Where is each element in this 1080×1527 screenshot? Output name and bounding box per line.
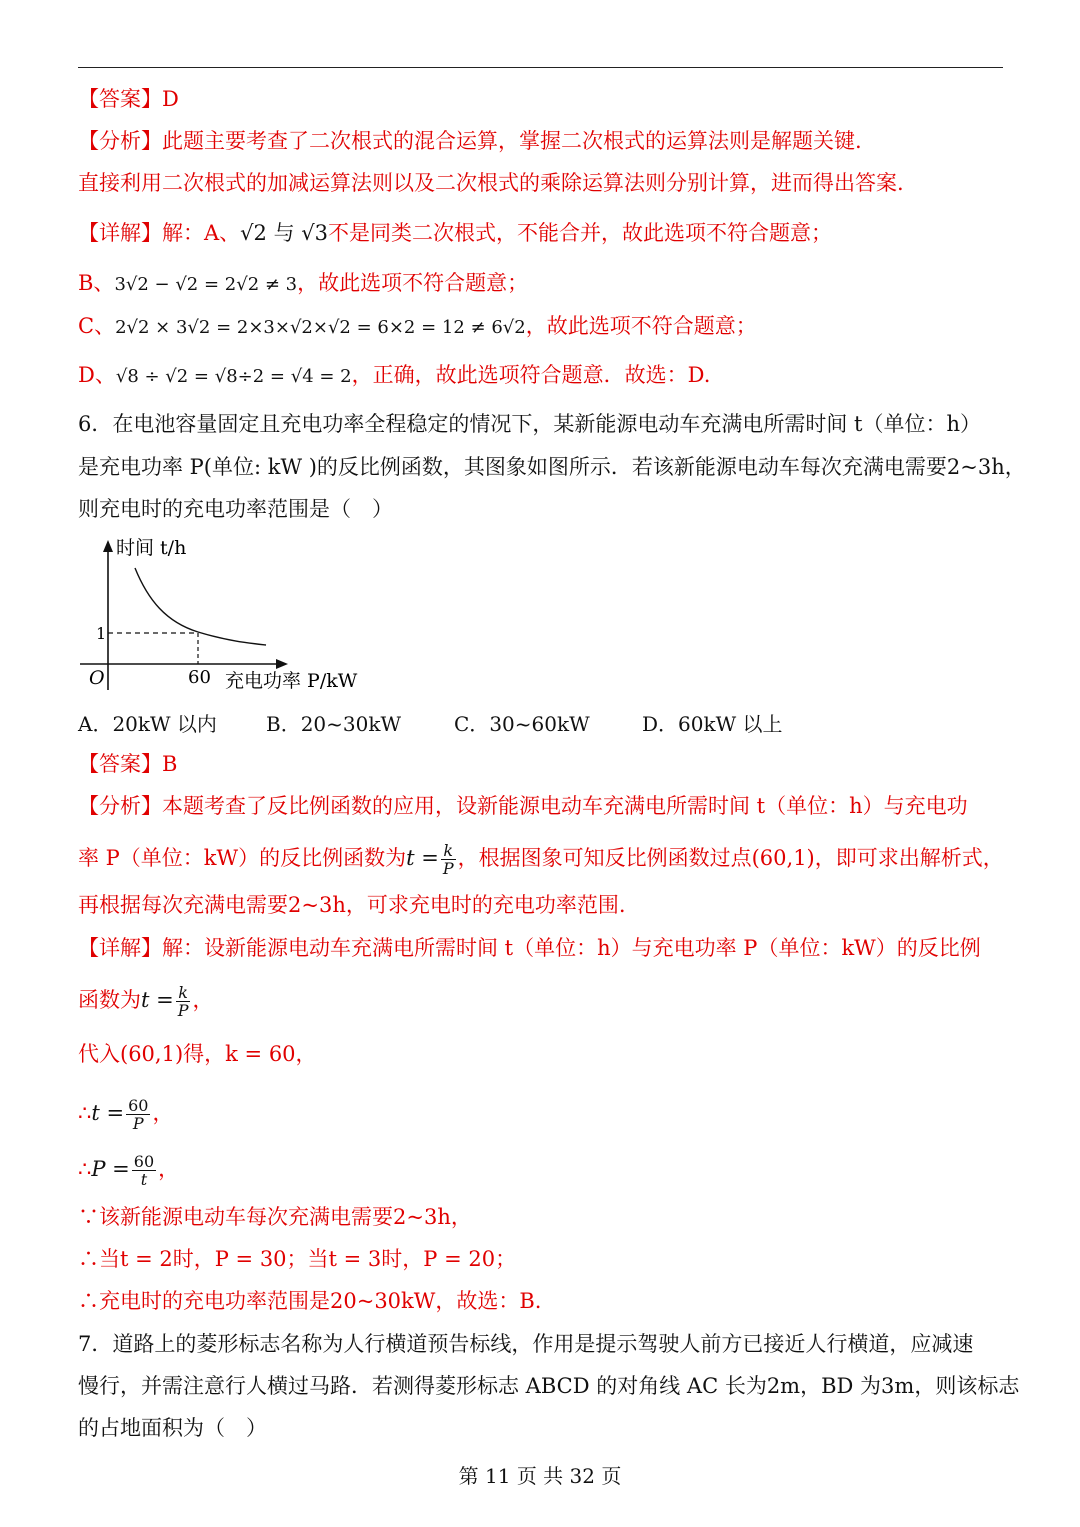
P-eq: P = [91,1157,130,1181]
q5-detail-d-text: ，正确，故此选项符合题意．故选：D. [351,363,711,387]
q6-stem-1: 6．在电池容量固定且充电功率全程稳定的情况下，某新能源电动车充满电所需时间 t（单位：h） [78,412,981,436]
x-axis-arrow [276,659,288,669]
comma: ， [152,1101,174,1125]
q7-stem-1: 7．道路上的菱形标志名称为人行横道预告标线，作用是提示驾驶人前方已接近人行横道，应减速 [78,1332,974,1356]
therefore-symbol: ∴ [78,1101,92,1125]
option-b-label: B． [266,712,301,736]
q5-detail-a [78,220,832,246]
q5-detail-c [78,313,757,341]
q6-answer: 【答案】B [78,752,178,776]
therefore-symbol: ∴ [78,1157,92,1181]
option-d-text: 60kW 以上 [678,712,783,736]
q6-detail-4-formula [91,1096,152,1133]
q6-option-b [266,708,401,737]
q6-option-d [642,708,783,737]
q6-detail-5 [78,1153,179,1188]
frac-numerator: 60 [128,1096,149,1115]
q5-detail-d-expr: √8 ÷ √2 = √8÷2 = √4 = 2 [115,366,352,387]
q6-detail-1: 【详解】解：设新能源电动车充满电所需时间 t（单位：h）与充电功率 P（单位：kW）的反比例 [78,936,981,960]
q5-detail-b-prefix: B、 [78,271,115,295]
q7-stem-3: 的占地面积为（ ） [78,1416,267,1440]
header-rule [78,67,1003,68]
origin-label: O [89,667,105,689]
q7-stem-2: 慢行，并需注意行人横过马路．若测得菱形标志 ABCD 的对角线 AC 长为2m，BD 为3m，则该标志 [78,1374,1020,1398]
q6-analysis-3: 再根据每次充满电需要2~3h，可求充电时的充电功率范围. [78,893,626,917]
q5-detail-b-text: ，故此选项不符合题意； [297,271,529,295]
q6-analysis-2a: 率 P（单位：kW）的反比例函数为 [78,846,407,870]
fraction-k-over-P [441,842,456,877]
frac-numerator: k [176,984,191,1002]
q5-detail-c-text: ，故此选项不符合题意； [525,314,757,338]
option-a-label: A． [78,712,113,736]
q5-detail-a-prefix: 【详解】解：A、 [78,221,241,245]
q6-stem-3: 则充电时的充电功率范围是（ ） [78,497,393,521]
q6-detail-7: ∴当t = 2时，P = 30；当t = 3时，P = 20； [78,1247,517,1271]
q6-detail-2 [78,984,213,1019]
option-a-text: 20kW 以内 [112,712,217,736]
q6-analysis-formula [406,841,457,878]
q6-detail-2-formula [141,983,192,1020]
q5-analysis-2: 直接利用二次根式的加减运算法则以及二次根式的乘除运算法则分别计算，进而得出答案. [78,171,904,195]
q6-graph [78,532,378,697]
q5-detail-b-expr: 3√2 − √2 = 2√2 ≠ 3 [114,274,298,295]
page-footer: 第 11 页 共 32 页 [458,1464,622,1488]
q5-detail-a-text: 不是同类二次根式，不能合并，故此选项不符合题意； [328,221,833,245]
q6-stem-2: 是充电功率 P(单位: kW )的反比例函数，其图象如图所示．若该新能源电动车每次充满电需要2~3h， [78,455,1026,479]
frac-denominator: P [442,859,454,878]
comma: ， [192,988,214,1012]
x-tick-label: 60 [188,667,211,688]
y-axis-label: 时间 t/h [116,537,187,559]
option-d-label: D． [642,712,679,736]
q5-detail-c-prefix: C、 [78,314,116,338]
frac-denominator: P [132,1114,144,1133]
t-eq: t = [91,1101,125,1125]
comma: ， [158,1157,180,1181]
option-b-text: 20~30kW [300,712,402,736]
q5-detail-d [78,362,710,390]
fraction-60-over-P [126,1097,150,1132]
q5-detail-a-expr: √2 与 √3 [240,221,329,245]
q6-detail-4 [78,1097,173,1132]
q6-option-a [78,708,217,737]
fraction-k-over-P [176,984,191,1019]
q6-detail-8: ∴充电时的充电功率范围是20~30kW，故选：B. [78,1289,542,1313]
q6-option-c [454,708,590,737]
frac-denominator: P [177,1001,189,1020]
q5-analysis-1: 【分析】此题主要考查了二次根式的混合运算，掌握二次根式的运算法则是解题关键. [78,129,862,153]
x-axis-label: 充电功率 P/kW [225,670,358,692]
q6-detail-5-formula [91,1152,158,1189]
q6-detail-6: ∵该新能源电动车每次充满电需要2~3h， [78,1205,472,1229]
q6-analysis-2 [78,842,1004,877]
frac-numerator: k [441,842,456,860]
option-c-label: C． [454,712,490,736]
q5-detail-b [78,270,528,298]
t-eq: t = [406,846,439,870]
q6-detail-3: 代入(60,1)得，k = 60， [78,1042,317,1066]
q5-detail-d-prefix: D、 [78,363,116,387]
option-c-text: 30~60kW [489,712,590,736]
q5-answer: 【答案】D [78,87,179,111]
frac-denominator: t [140,1170,148,1189]
t-eq: t = [141,988,174,1012]
q6-analysis-2b: ，根据图象可知反比例函数过点(60,1)，即可求出解析式， [457,846,1004,870]
q5-detail-c-expr: 2√2 × 3√2 = 2×3×√2×√2 = 6×2 = 12 ≠ 6√2 [115,317,526,338]
y-axis-arrow [103,540,113,552]
y-tick-label: 1 [96,624,107,643]
fraction-60-over-t [132,1153,156,1188]
q6-detail-2-text: 函数为 [78,988,141,1012]
q6-analysis-1: 【分析】本题考查了反比例函数的应用，设新能源电动车充满电所需时间 t（单位：h）与充电功 [78,794,968,818]
frac-numerator: 60 [133,1152,155,1171]
